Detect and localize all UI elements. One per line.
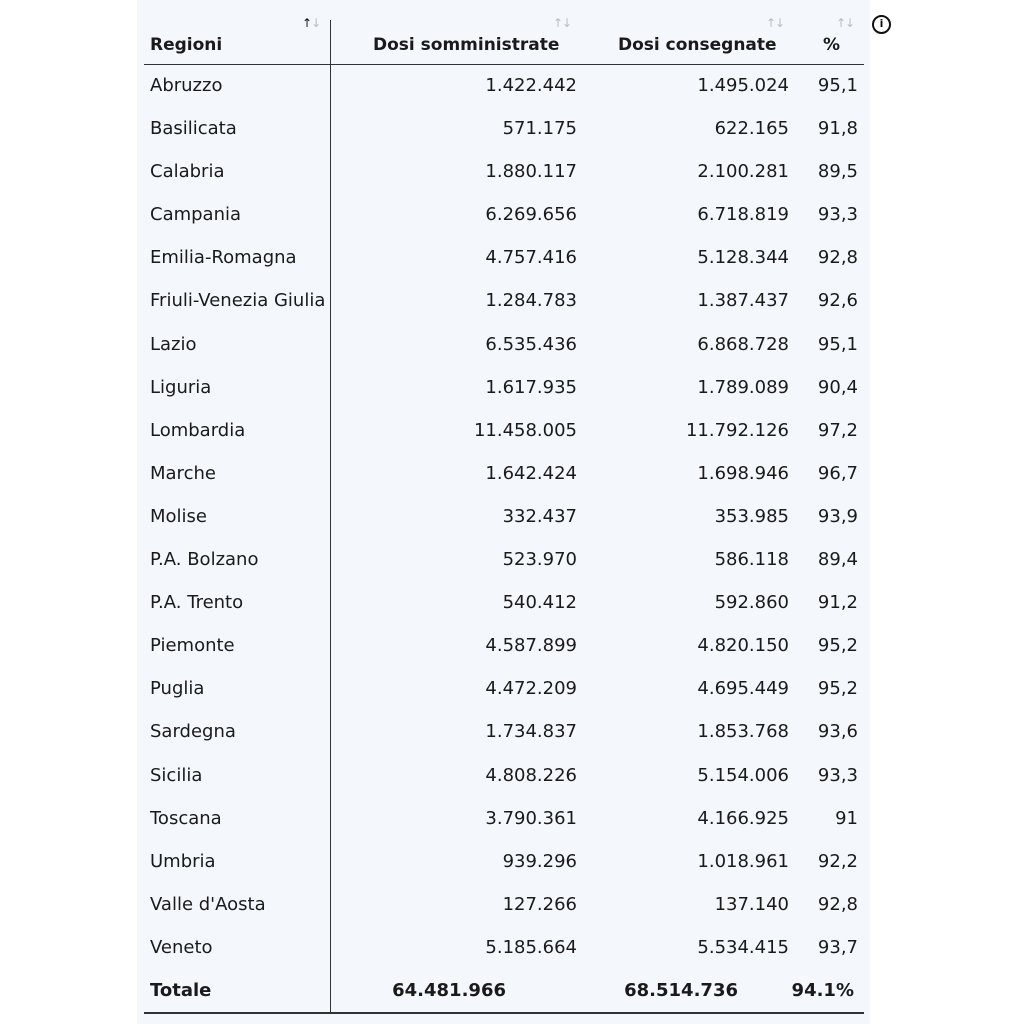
cell-delivered: 1.698.946	[697, 462, 789, 484]
cell-administered: 6.269.656	[485, 204, 577, 226]
cell-region: Sardegna	[150, 721, 236, 743]
cell-administered: 6.535.436	[485, 333, 577, 355]
cell-percent: 91	[835, 807, 858, 829]
cell-region: P.A. Bolzano	[150, 549, 259, 571]
cell-administered: 939.296	[502, 850, 577, 872]
sort-administered-icon[interactable]: ↑↓	[553, 16, 572, 30]
cell-delivered: 353.985	[714, 505, 789, 527]
cell-delivered: 5.154.006	[697, 764, 789, 786]
cell-region: Basilicata	[150, 118, 237, 140]
cell-delivered: 622.165	[714, 118, 789, 140]
cell-delivered: 586.118	[714, 549, 789, 571]
cell-percent: 89,5	[817, 161, 858, 183]
cell-delivered: 5.128.344	[697, 247, 789, 269]
cell-percent: 93,7	[817, 936, 858, 958]
cell-percent: 96,7	[817, 462, 858, 484]
table-row	[144, 539, 864, 582]
table-row	[144, 151, 864, 194]
cell-delivered: 1.018.961	[697, 850, 789, 872]
cell-delivered: 1.789.089	[697, 376, 789, 398]
cell-percent: 95,2	[817, 635, 858, 657]
cell-region: Emilia-Romagna	[150, 247, 297, 269]
vaccine-doses-table	[144, 0, 864, 1014]
cell-percent: 92,8	[817, 247, 858, 269]
total-percent: 94.1%	[791, 979, 854, 1001]
header-percent[interactable]: %	[823, 35, 841, 55]
cell-percent: 90,4	[817, 376, 858, 398]
table-header	[144, 0, 864, 65]
table-row	[144, 798, 864, 841]
cell-administered: 1.642.424	[485, 462, 577, 484]
header-delivered[interactable]: Dosi consegnate	[618, 35, 777, 55]
total-label: Totale	[150, 979, 212, 1001]
cell-region: Toscana	[150, 807, 222, 829]
cell-region: Lazio	[150, 333, 197, 355]
table-row	[144, 65, 864, 108]
cell-delivered: 137.140	[714, 893, 789, 915]
cell-administered: 1.880.117	[485, 161, 577, 183]
cell-percent: 93,9	[817, 505, 858, 527]
cell-delivered: 6.868.728	[697, 333, 789, 355]
cell-administered: 540.412	[502, 592, 577, 614]
sort-regions-icon[interactable]: ↑↓	[302, 16, 321, 30]
cell-administered: 5.185.664	[485, 936, 577, 958]
cell-administered: 4.757.416	[485, 247, 577, 269]
cell-percent: 95,1	[817, 333, 858, 355]
cell-region: Calabria	[150, 161, 225, 183]
cell-region: Umbria	[150, 850, 216, 872]
cell-percent: 92,8	[817, 893, 858, 915]
table-row	[144, 668, 864, 711]
table-row	[144, 194, 864, 237]
cell-administered: 4.472.209	[485, 678, 577, 700]
header-regions[interactable]: Regioni	[150, 35, 223, 55]
table-row	[144, 927, 864, 970]
cell-percent: 89,4	[817, 549, 858, 571]
table-row	[144, 237, 864, 280]
table-row	[144, 711, 864, 754]
table-row	[144, 841, 864, 884]
table-row	[144, 884, 864, 927]
cell-region: Liguria	[150, 376, 212, 398]
table-row	[144, 108, 864, 151]
cell-percent: 91,8	[817, 118, 858, 140]
total-delivered: 68.514.736	[624, 979, 738, 1001]
cell-delivered: 4.166.925	[697, 807, 789, 829]
cell-region: Sicilia	[150, 764, 203, 786]
table-row	[144, 755, 864, 798]
table-row	[144, 280, 864, 323]
cell-administered: 127.266	[502, 893, 577, 915]
cell-region: Piemonte	[150, 635, 235, 657]
cell-administered: 11.458.005	[473, 419, 577, 441]
cell-percent: 92,6	[817, 290, 858, 312]
table-row	[144, 410, 864, 453]
cell-delivered: 4.820.150	[697, 635, 789, 657]
cell-administered: 1.422.442	[485, 75, 577, 96]
cell-delivered: 592.860	[714, 592, 789, 614]
cell-region: Friuli-Venezia Giulia	[150, 290, 326, 312]
table-row	[144, 496, 864, 539]
header-administered[interactable]: Dosi somministrate	[373, 35, 560, 55]
table-row	[144, 453, 864, 496]
cell-administered: 1.284.783	[485, 290, 577, 312]
cell-region: Lombardia	[150, 419, 246, 441]
cell-percent: 95,1	[817, 75, 858, 96]
cell-administered: 332.437	[502, 505, 577, 527]
cell-delivered: 5.534.415	[697, 936, 789, 958]
table-row	[144, 324, 864, 367]
cell-region: Marche	[150, 462, 216, 484]
cell-administered: 4.808.226	[485, 764, 577, 786]
cell-administered: 4.587.899	[485, 635, 577, 657]
cell-administered: 3.790.361	[485, 807, 577, 829]
table-row	[144, 582, 864, 625]
cell-percent: 93,6	[817, 721, 858, 743]
table-total-row	[144, 970, 864, 1014]
cell-delivered: 2.100.281	[697, 161, 789, 183]
cell-percent: 92,2	[817, 850, 858, 872]
cell-region: Abruzzo	[150, 75, 223, 96]
table-row	[144, 367, 864, 410]
cell-delivered: 1.387.437	[697, 290, 789, 312]
sort-delivered-icon[interactable]: ↑↓	[766, 16, 785, 30]
cell-administered: 1.617.935	[485, 376, 577, 398]
cell-delivered: 11.792.126	[685, 419, 789, 441]
cell-region: P.A. Trento	[150, 592, 244, 614]
cell-percent: 93,3	[817, 204, 858, 226]
cell-percent: 97,2	[817, 419, 858, 441]
cell-delivered: 1.495.024	[697, 75, 789, 96]
cell-region: Veneto	[150, 936, 213, 958]
cell-administered: 571.175	[502, 118, 577, 140]
cell-percent: 93,3	[817, 764, 858, 786]
cell-region: Campania	[150, 204, 242, 226]
cell-percent: 95,2	[817, 678, 858, 700]
sort-percent-icon[interactable]: ↑↓	[836, 16, 855, 30]
cell-administered: 1.734.837	[485, 721, 577, 743]
total-administered: 64.481.966	[392, 979, 506, 1001]
cell-percent: 91,2	[817, 592, 858, 614]
cell-region: Valle d'Aosta	[150, 893, 266, 915]
cell-delivered: 6.718.819	[697, 204, 789, 226]
table-row	[144, 625, 864, 668]
cell-delivered: 4.695.449	[697, 678, 789, 700]
cell-region: Puglia	[150, 678, 205, 700]
table-body	[144, 65, 864, 970]
cell-region: Molise	[150, 505, 207, 527]
cell-administered: 523.970	[502, 549, 577, 571]
info-icon[interactable]: i	[872, 15, 891, 34]
cell-delivered: 1.853.768	[697, 721, 789, 743]
